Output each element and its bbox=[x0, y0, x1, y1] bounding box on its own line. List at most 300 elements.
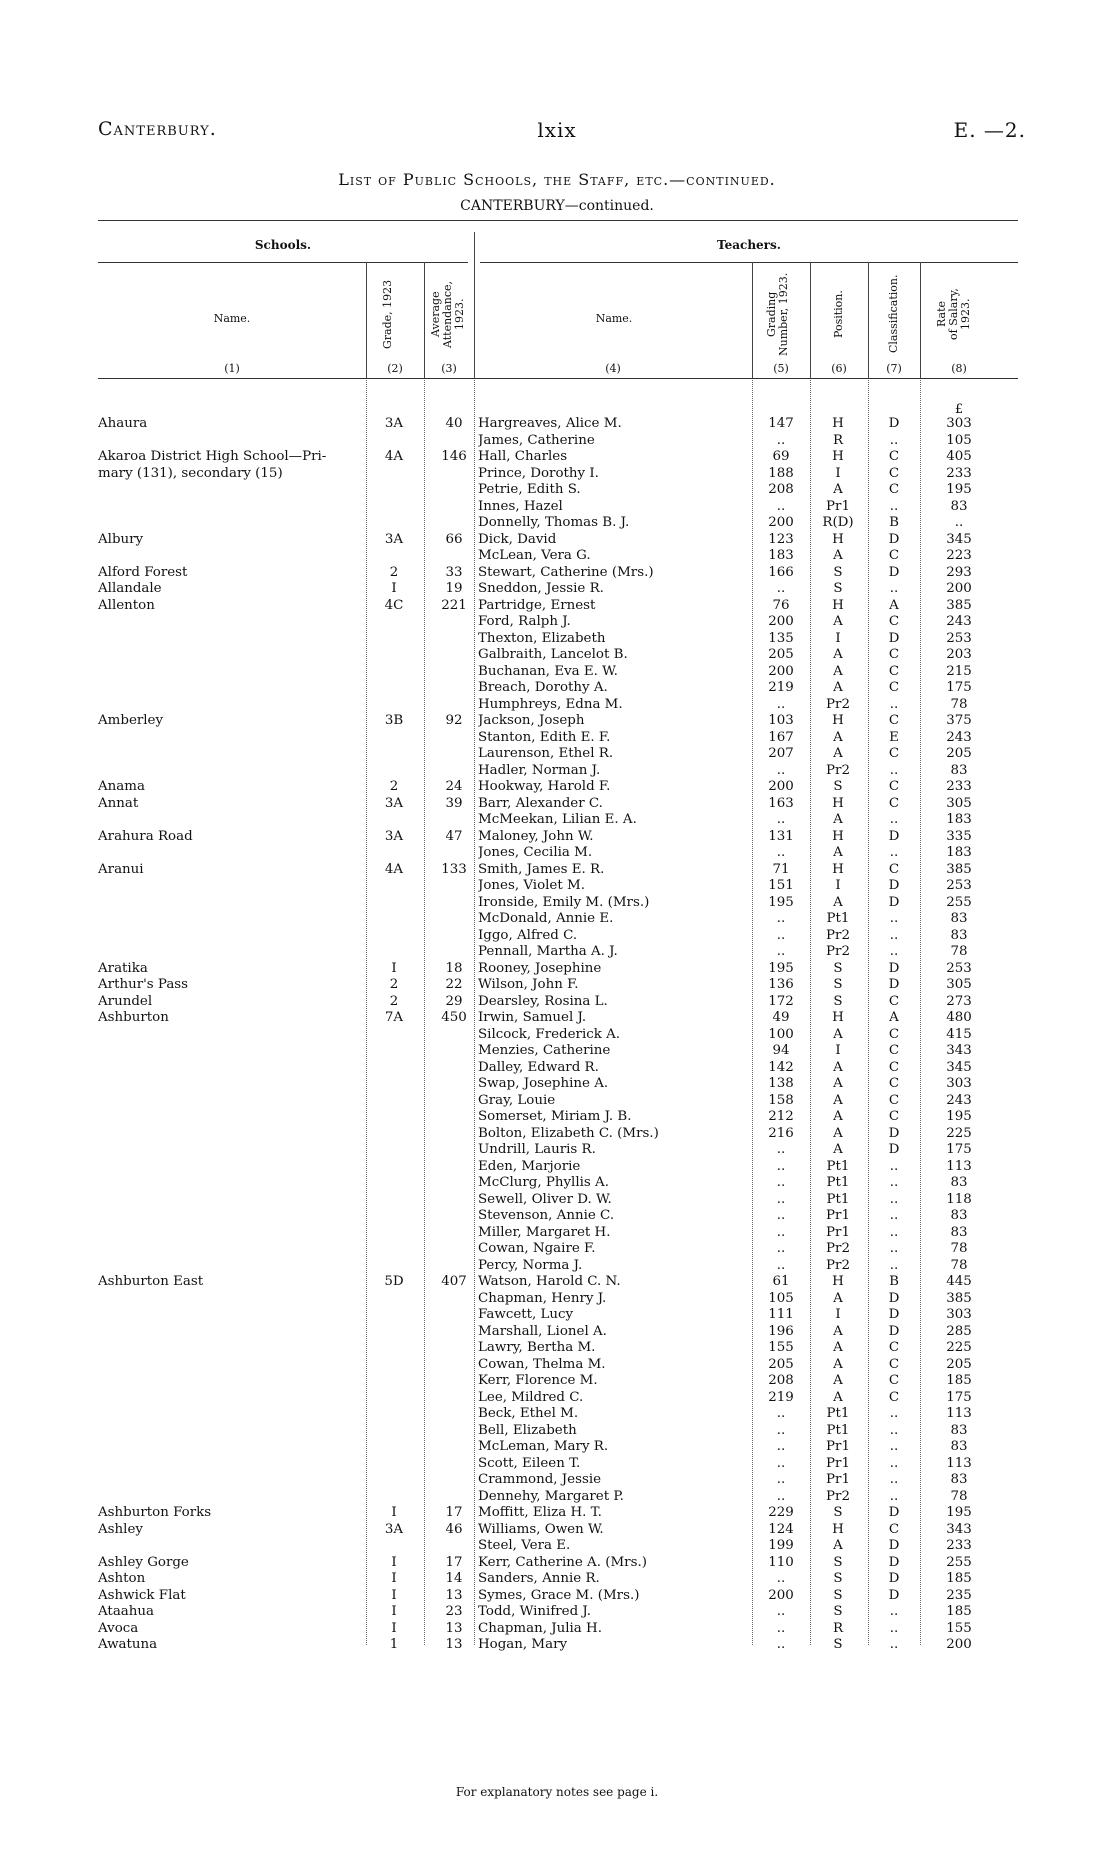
classification-cell: .. bbox=[889, 944, 899, 959]
grade-cell: 4A bbox=[384, 861, 404, 877]
grade-cell: 7A bbox=[384, 1010, 404, 1025]
grading-cell: 166 bbox=[768, 564, 794, 580]
salary-cell: 200 bbox=[946, 1637, 972, 1652]
school-name: Arahura Road bbox=[98, 828, 193, 844]
grading-cell: 167 bbox=[768, 729, 794, 745]
grading-cell: 158 bbox=[768, 1092, 794, 1108]
teacher-name: Barr, Alexander C. bbox=[478, 795, 603, 811]
col-num-4: (4) bbox=[605, 362, 621, 375]
position-cell: A bbox=[833, 729, 843, 745]
position-cell: I bbox=[835, 465, 841, 481]
salary-cell: 303 bbox=[946, 1076, 972, 1091]
school-name: Ataahua bbox=[98, 1604, 155, 1619]
position-cell: Pr2 bbox=[826, 927, 850, 943]
position-cell: S bbox=[833, 960, 843, 976]
salary-cell: 233 bbox=[946, 779, 972, 794]
grading-cell: 135 bbox=[768, 630, 794, 646]
teacher-name: Watson, Harold C. N. bbox=[478, 1274, 621, 1289]
position-cell: Pt1 bbox=[826, 1158, 850, 1174]
salary-cell: 303 bbox=[946, 416, 972, 431]
attendance-cell: 23 bbox=[445, 1604, 463, 1619]
classification-cell: C bbox=[888, 663, 900, 679]
position-cell: S bbox=[833, 1637, 843, 1652]
classification-cell: D bbox=[888, 1323, 900, 1339]
classification-cell: D bbox=[888, 1554, 900, 1570]
grading-cell: 172 bbox=[768, 993, 794, 1009]
attendance-cell: 66 bbox=[445, 531, 463, 547]
position-cell: A bbox=[833, 894, 843, 910]
table-row bbox=[0, 1307, 1114, 1324]
school-name: Albury bbox=[98, 531, 144, 547]
teacher-name: Jones, Violet M. bbox=[478, 878, 585, 893]
salary-cell: 385 bbox=[946, 597, 972, 613]
salary-cell: 78 bbox=[950, 1241, 968, 1256]
teacher-name: McLeman, Mary R. bbox=[478, 1439, 609, 1454]
attendance-cell: 33 bbox=[445, 564, 463, 580]
attendance-cell: 17 bbox=[445, 1505, 463, 1520]
table-row bbox=[0, 1555, 1114, 1572]
salary-cell: 375 bbox=[946, 713, 972, 728]
position-cell: R(D) bbox=[822, 515, 854, 530]
teacher-name: Kerr, Catherine A. (Mrs.) bbox=[478, 1554, 647, 1570]
classification-cell: D bbox=[888, 630, 900, 646]
salary-cell: 223 bbox=[946, 548, 972, 563]
classification-header: Classification. bbox=[887, 274, 900, 354]
classification-cell: D bbox=[888, 1307, 900, 1322]
teacher-name: Percy, Norma J. bbox=[478, 1257, 583, 1273]
salary-cell: 83 bbox=[950, 1422, 968, 1438]
grading-cell: 199 bbox=[768, 1538, 794, 1553]
teacher-name: Jackson, Joseph bbox=[478, 713, 585, 728]
salary-cell: 253 bbox=[946, 878, 972, 893]
position-cell: I bbox=[835, 1307, 841, 1322]
classification-cell: C bbox=[888, 1059, 900, 1075]
grading-cell: .. bbox=[776, 1637, 786, 1652]
teacher-name: Menzies, Catherine bbox=[478, 1043, 611, 1058]
classification-cell: D bbox=[888, 531, 900, 547]
grading-cell: 155 bbox=[768, 1340, 794, 1355]
teacher-name: Marshall, Lionel A. bbox=[478, 1323, 607, 1339]
salary-cell: 83 bbox=[950, 1224, 968, 1240]
table-row bbox=[0, 1274, 1114, 1291]
table-row bbox=[0, 631, 1114, 648]
teacher-name: Cowan, Thelma M. bbox=[478, 1356, 606, 1372]
attendance-cell: 133 bbox=[441, 861, 467, 877]
table-row bbox=[0, 944, 1114, 961]
position-cell: S bbox=[833, 1571, 843, 1586]
grade-cell: 3A bbox=[384, 795, 404, 811]
teacher-name: Dick, David bbox=[478, 531, 557, 547]
position-cell: A bbox=[833, 1076, 843, 1091]
table-row bbox=[0, 1340, 1114, 1357]
grading-cell: .. bbox=[776, 812, 786, 827]
grading-cell: .. bbox=[776, 762, 786, 778]
position-cell: H bbox=[832, 713, 844, 728]
teacher-name: Hargreaves, Alice M. bbox=[478, 416, 622, 431]
grading-cell: 205 bbox=[768, 1356, 794, 1372]
salary-cell: 243 bbox=[946, 729, 972, 745]
position-cell: Pt1 bbox=[826, 1422, 850, 1438]
table-row bbox=[0, 928, 1114, 945]
teacher-name: Galbraith, Lancelot B. bbox=[478, 647, 628, 662]
table-row bbox=[0, 994, 1114, 1011]
table-row bbox=[0, 1192, 1114, 1209]
school-name: Aratika bbox=[98, 960, 148, 976]
header-left: Canterbury. bbox=[98, 118, 217, 140]
col-num-1: (1) bbox=[224, 362, 240, 375]
classification-cell: E bbox=[889, 729, 899, 745]
table-row bbox=[0, 1522, 1114, 1539]
teacher-name: Gray, Louie bbox=[478, 1092, 556, 1108]
position-cell: H bbox=[832, 597, 844, 613]
teacher-name: Williams, Owen W. bbox=[478, 1521, 604, 1537]
salary-cell: 385 bbox=[946, 1290, 972, 1306]
classification-cell: .. bbox=[889, 1241, 899, 1256]
attendance-header: Average Attendance, 1923. bbox=[429, 280, 466, 348]
position-cell: Pt1 bbox=[826, 1175, 850, 1190]
classification-cell: D bbox=[888, 1571, 900, 1586]
position-cell: Pr2 bbox=[826, 944, 850, 959]
grade-cell: 2 bbox=[389, 779, 399, 794]
position-cell: A bbox=[833, 482, 843, 497]
classification-cell: D bbox=[888, 1505, 900, 1520]
classification-cell: C bbox=[888, 1521, 900, 1537]
grading-cell: 200 bbox=[768, 779, 794, 794]
position-cell: I bbox=[835, 1043, 841, 1058]
teacher-name: Swap, Josephine A. bbox=[478, 1076, 609, 1091]
grading-cell: 183 bbox=[768, 548, 794, 563]
position-cell: A bbox=[833, 1109, 843, 1124]
teacher-name: Hadler, Norman J. bbox=[478, 762, 601, 778]
salary-cell: 205 bbox=[946, 1356, 972, 1372]
school-name: Aranui bbox=[98, 861, 144, 877]
position-cell: R bbox=[832, 432, 844, 448]
table-row bbox=[0, 1538, 1114, 1555]
teacher-name: Maloney, John W. bbox=[478, 828, 594, 844]
position-cell: Pr2 bbox=[826, 762, 850, 778]
grading-cell: 103 bbox=[768, 713, 794, 728]
table-row bbox=[0, 1258, 1114, 1275]
grading-cell: .. bbox=[776, 432, 786, 448]
teacher-name: Sewell, Oliver D. W. bbox=[478, 1191, 612, 1207]
grading-cell: 195 bbox=[768, 960, 794, 976]
table-row bbox=[0, 779, 1114, 796]
salary-cell: 255 bbox=[946, 894, 972, 910]
salary-cell: 205 bbox=[946, 746, 972, 761]
grading-cell: 188 bbox=[768, 465, 794, 481]
table-row bbox=[0, 1637, 1114, 1654]
position-cell: A bbox=[833, 746, 843, 761]
table-row bbox=[0, 1159, 1114, 1176]
grading-cell: .. bbox=[776, 927, 786, 943]
salary-cell: 195 bbox=[946, 482, 972, 497]
col-divider bbox=[424, 262, 425, 378]
teacher-name: Laurenson, Ethel R. bbox=[478, 746, 614, 761]
classification-cell: .. bbox=[889, 1208, 899, 1223]
table-row bbox=[0, 466, 1114, 483]
classification-cell: C bbox=[888, 795, 900, 811]
table-row bbox=[0, 499, 1114, 516]
table-row bbox=[0, 697, 1114, 714]
teacher-name: Symes, Grace M. (Mrs.) bbox=[478, 1587, 640, 1603]
col-divider bbox=[868, 262, 869, 378]
table-row bbox=[0, 614, 1114, 631]
classification-cell: C bbox=[888, 1373, 900, 1388]
position-cell: Pr2 bbox=[826, 1257, 850, 1273]
grading-cell: 200 bbox=[768, 1587, 794, 1603]
attendance-cell: 13 bbox=[445, 1637, 463, 1652]
salary-cell: 195 bbox=[946, 1109, 972, 1124]
grading-cell: 212 bbox=[768, 1109, 794, 1124]
classification-cell: .. bbox=[889, 1158, 899, 1174]
salary-cell: 480 bbox=[946, 1010, 972, 1025]
grade-cell: I bbox=[391, 1604, 397, 1619]
table-row bbox=[0, 1027, 1114, 1044]
position-cell: H bbox=[832, 861, 844, 877]
salary-cell: 105 bbox=[946, 432, 972, 448]
teacher-name: Humphreys, Edna M. bbox=[478, 696, 623, 712]
school-name: Amberley bbox=[98, 713, 164, 728]
teacher-name: Beck, Ethel M. bbox=[478, 1406, 579, 1421]
teacher-name: McMeekan, Lilian E. A. bbox=[478, 812, 637, 827]
salary-cell: 255 bbox=[946, 1554, 972, 1570]
salary-cell: 83 bbox=[950, 1439, 968, 1454]
table-row bbox=[0, 548, 1114, 565]
salary-cell: .. bbox=[954, 515, 964, 530]
teachers-group-rule bbox=[480, 262, 1018, 263]
classification-cell: .. bbox=[889, 845, 899, 860]
table-row bbox=[0, 1621, 1114, 1638]
table-row bbox=[0, 713, 1114, 730]
attendance-cell: 40 bbox=[445, 416, 463, 431]
teacher-name: Rooney, Josephine bbox=[478, 960, 602, 976]
footer-note: For explanatory notes see page i. bbox=[455, 1785, 659, 1799]
teacher-name: Bell, Elizabeth bbox=[478, 1422, 577, 1438]
teacher-name: Stevenson, Annie C. bbox=[478, 1208, 615, 1223]
table-row bbox=[0, 812, 1114, 829]
classification-cell: .. bbox=[889, 1472, 899, 1487]
teacher-name: Steel, Vera E. bbox=[478, 1538, 571, 1553]
school-name: Allenton bbox=[98, 597, 155, 613]
grade-cell: 3A bbox=[384, 416, 404, 431]
position-cell: A bbox=[833, 548, 843, 563]
grade-cell: 2 bbox=[389, 564, 399, 580]
classification-cell: C bbox=[888, 614, 900, 629]
position-cell: Pr1 bbox=[826, 1455, 850, 1471]
grading-cell: 94 bbox=[772, 1043, 790, 1058]
salary-cell: 215 bbox=[946, 663, 972, 679]
classification-cell: .. bbox=[889, 1257, 899, 1273]
position-cell: S bbox=[833, 779, 843, 794]
grade-cell: I bbox=[391, 1554, 397, 1570]
table-row bbox=[0, 1010, 1114, 1027]
grading-cell: .. bbox=[776, 1257, 786, 1273]
grading-cell: 124 bbox=[768, 1521, 794, 1537]
teacher-name: Eden, Marjorie bbox=[478, 1158, 581, 1174]
teacher-name: Petrie, Edith S. bbox=[478, 482, 581, 497]
position-cell: S bbox=[833, 977, 843, 992]
classification-cell: .. bbox=[889, 1406, 899, 1421]
salary-cell: 83 bbox=[950, 498, 968, 514]
salary-cell: 78 bbox=[950, 1257, 968, 1273]
salary-cell: 185 bbox=[946, 1373, 972, 1388]
position-cell: H bbox=[832, 531, 844, 547]
grade-cell: 2 bbox=[389, 977, 399, 992]
attendance-cell: 13 bbox=[445, 1587, 463, 1603]
table-row bbox=[0, 961, 1114, 978]
classification-cell: .. bbox=[889, 1422, 899, 1438]
table-row bbox=[0, 1324, 1114, 1341]
teacher-name: Undrill, Lauris R. bbox=[478, 1142, 596, 1157]
table-row bbox=[0, 829, 1114, 846]
teacher-name: Dennehy, Margaret P. bbox=[478, 1488, 624, 1504]
salary-cell: 243 bbox=[946, 614, 972, 629]
position-cell: A bbox=[833, 1142, 843, 1157]
salary-cell: 285 bbox=[946, 1323, 972, 1339]
position-cell: Pr2 bbox=[826, 1241, 850, 1256]
teacher-name: Smith, James E. R. bbox=[478, 861, 605, 877]
position-cell: Pt1 bbox=[826, 1406, 850, 1421]
position-cell: Pt1 bbox=[826, 1191, 850, 1207]
school-name: Ahaura bbox=[98, 416, 148, 431]
salary-cell: 83 bbox=[950, 1175, 968, 1190]
table-row bbox=[0, 1489, 1114, 1506]
table-row bbox=[0, 977, 1114, 994]
position-cell: H bbox=[832, 1274, 844, 1289]
table-row bbox=[0, 1456, 1114, 1473]
teacher-name: Irwin, Samuel J. bbox=[478, 1010, 587, 1025]
position-cell: H bbox=[832, 416, 844, 431]
classification-cell: C bbox=[888, 993, 900, 1009]
teacher-name: Breach, Dorothy A. bbox=[478, 680, 608, 695]
classification-cell: C bbox=[888, 1043, 900, 1058]
grade-cell: I bbox=[391, 1587, 397, 1603]
grade-cell: 1 bbox=[389, 1637, 399, 1652]
salary-cell: 83 bbox=[950, 927, 968, 943]
salary-cell: 185 bbox=[946, 1604, 972, 1619]
teacher-name: Sneddon, Jessie R. bbox=[478, 581, 604, 596]
position-cell: Pr2 bbox=[826, 696, 850, 712]
grading-cell: 196 bbox=[768, 1323, 794, 1339]
grade-cell: I bbox=[391, 1571, 397, 1586]
page-title: List of Public Schools, the Staff, etc.—continued. bbox=[338, 170, 776, 189]
col-divider bbox=[366, 262, 367, 378]
grade-cell: I bbox=[391, 1620, 397, 1636]
table-row bbox=[0, 1423, 1114, 1440]
grading-cell: .. bbox=[776, 1571, 786, 1586]
table-row bbox=[0, 895, 1114, 912]
classification-cell: D bbox=[888, 1538, 900, 1553]
table-row bbox=[0, 515, 1114, 532]
school-name: Ashburton Forks bbox=[98, 1505, 212, 1520]
salary-cell: 335 bbox=[946, 828, 972, 844]
grading-cell: 147 bbox=[768, 416, 794, 431]
grading-cell: 219 bbox=[768, 1389, 794, 1405]
classification-cell: C bbox=[888, 746, 900, 761]
table-row bbox=[0, 1043, 1114, 1060]
teacher-name: Ironside, Emily M. (Mrs.) bbox=[478, 894, 650, 910]
position-cell: H bbox=[832, 1010, 844, 1025]
position-cell: S bbox=[833, 993, 843, 1009]
position-cell: A bbox=[833, 1125, 843, 1141]
teacher-name: Ford, Ralph J. bbox=[478, 614, 571, 629]
salary-cell: 305 bbox=[946, 977, 972, 992]
classification-cell: A bbox=[889, 597, 899, 613]
grading-cell: .. bbox=[776, 1455, 786, 1471]
attendance-cell: 92 bbox=[445, 713, 463, 728]
grading-cell: .. bbox=[776, 696, 786, 712]
position-cell: S bbox=[833, 1604, 843, 1619]
classification-cell: D bbox=[888, 977, 900, 992]
position-cell: R bbox=[832, 1620, 844, 1636]
col-divider bbox=[920, 262, 921, 378]
salary-cell: 113 bbox=[946, 1455, 972, 1471]
salary-cell: 83 bbox=[950, 1208, 968, 1223]
teacher-name: Dearsley, Rosina L. bbox=[478, 993, 608, 1009]
classification-cell: C bbox=[888, 1076, 900, 1091]
classification-cell: .. bbox=[889, 1604, 899, 1619]
teacher-name: Iggo, Alfred C. bbox=[478, 927, 578, 943]
col-num-3: (3) bbox=[441, 362, 457, 375]
classification-cell: C bbox=[888, 449, 900, 464]
table-row bbox=[0, 680, 1114, 697]
table-row bbox=[0, 581, 1114, 598]
school-name: Awatuna bbox=[98, 1637, 158, 1652]
grading-cell: 69 bbox=[772, 449, 790, 464]
grading-cell: 163 bbox=[768, 795, 794, 811]
teacher-name: Pennall, Martha A. J. bbox=[478, 944, 618, 959]
schools-group-rule bbox=[98, 262, 468, 263]
classification-cell: .. bbox=[889, 1455, 899, 1471]
grading-cell: .. bbox=[776, 1422, 786, 1438]
col-num-2: (2) bbox=[387, 362, 403, 375]
salary-cell: 243 bbox=[946, 1092, 972, 1108]
table-row bbox=[0, 1373, 1114, 1390]
classification-cell: B bbox=[889, 1274, 899, 1289]
table-row bbox=[0, 1406, 1114, 1423]
school-name: Ashwick Flat bbox=[98, 1587, 186, 1603]
grade-cell: 2 bbox=[389, 993, 399, 1009]
position-cell: Pt1 bbox=[826, 911, 850, 926]
position-cell: Pr1 bbox=[826, 1439, 850, 1454]
salary-cell: 183 bbox=[946, 845, 972, 860]
salary-cell: 183 bbox=[946, 812, 972, 827]
salary-cell: 233 bbox=[946, 465, 972, 481]
classification-cell: .. bbox=[889, 498, 899, 514]
salary-cell: 78 bbox=[950, 1488, 968, 1504]
teacher-name: Lawry, Bertha M. bbox=[478, 1340, 596, 1355]
teacher-name: Chapman, Julia H. bbox=[478, 1620, 602, 1636]
salary-cell: 415 bbox=[946, 1026, 972, 1042]
classification-cell: C bbox=[888, 861, 900, 877]
classification-cell: .. bbox=[889, 1620, 899, 1636]
classification-cell: D bbox=[888, 1142, 900, 1157]
grade-cell: 3A bbox=[384, 828, 404, 844]
classification-cell: .. bbox=[889, 1224, 899, 1240]
grading-cell: .. bbox=[776, 911, 786, 926]
grading-cell: 100 bbox=[768, 1026, 794, 1042]
teacher-name: Hookway, Harold F. bbox=[478, 779, 611, 794]
grading-cell: 208 bbox=[768, 1373, 794, 1388]
table-row bbox=[0, 911, 1114, 928]
position-cell: H bbox=[832, 795, 844, 811]
classification-cell: .. bbox=[889, 1175, 899, 1190]
salary-cell: 233 bbox=[946, 1538, 972, 1553]
grade-header: Grade, 1923 bbox=[381, 279, 394, 349]
position-cell: A bbox=[833, 1059, 843, 1075]
classification-cell: C bbox=[888, 1356, 900, 1372]
position-cell: A bbox=[833, 812, 843, 827]
